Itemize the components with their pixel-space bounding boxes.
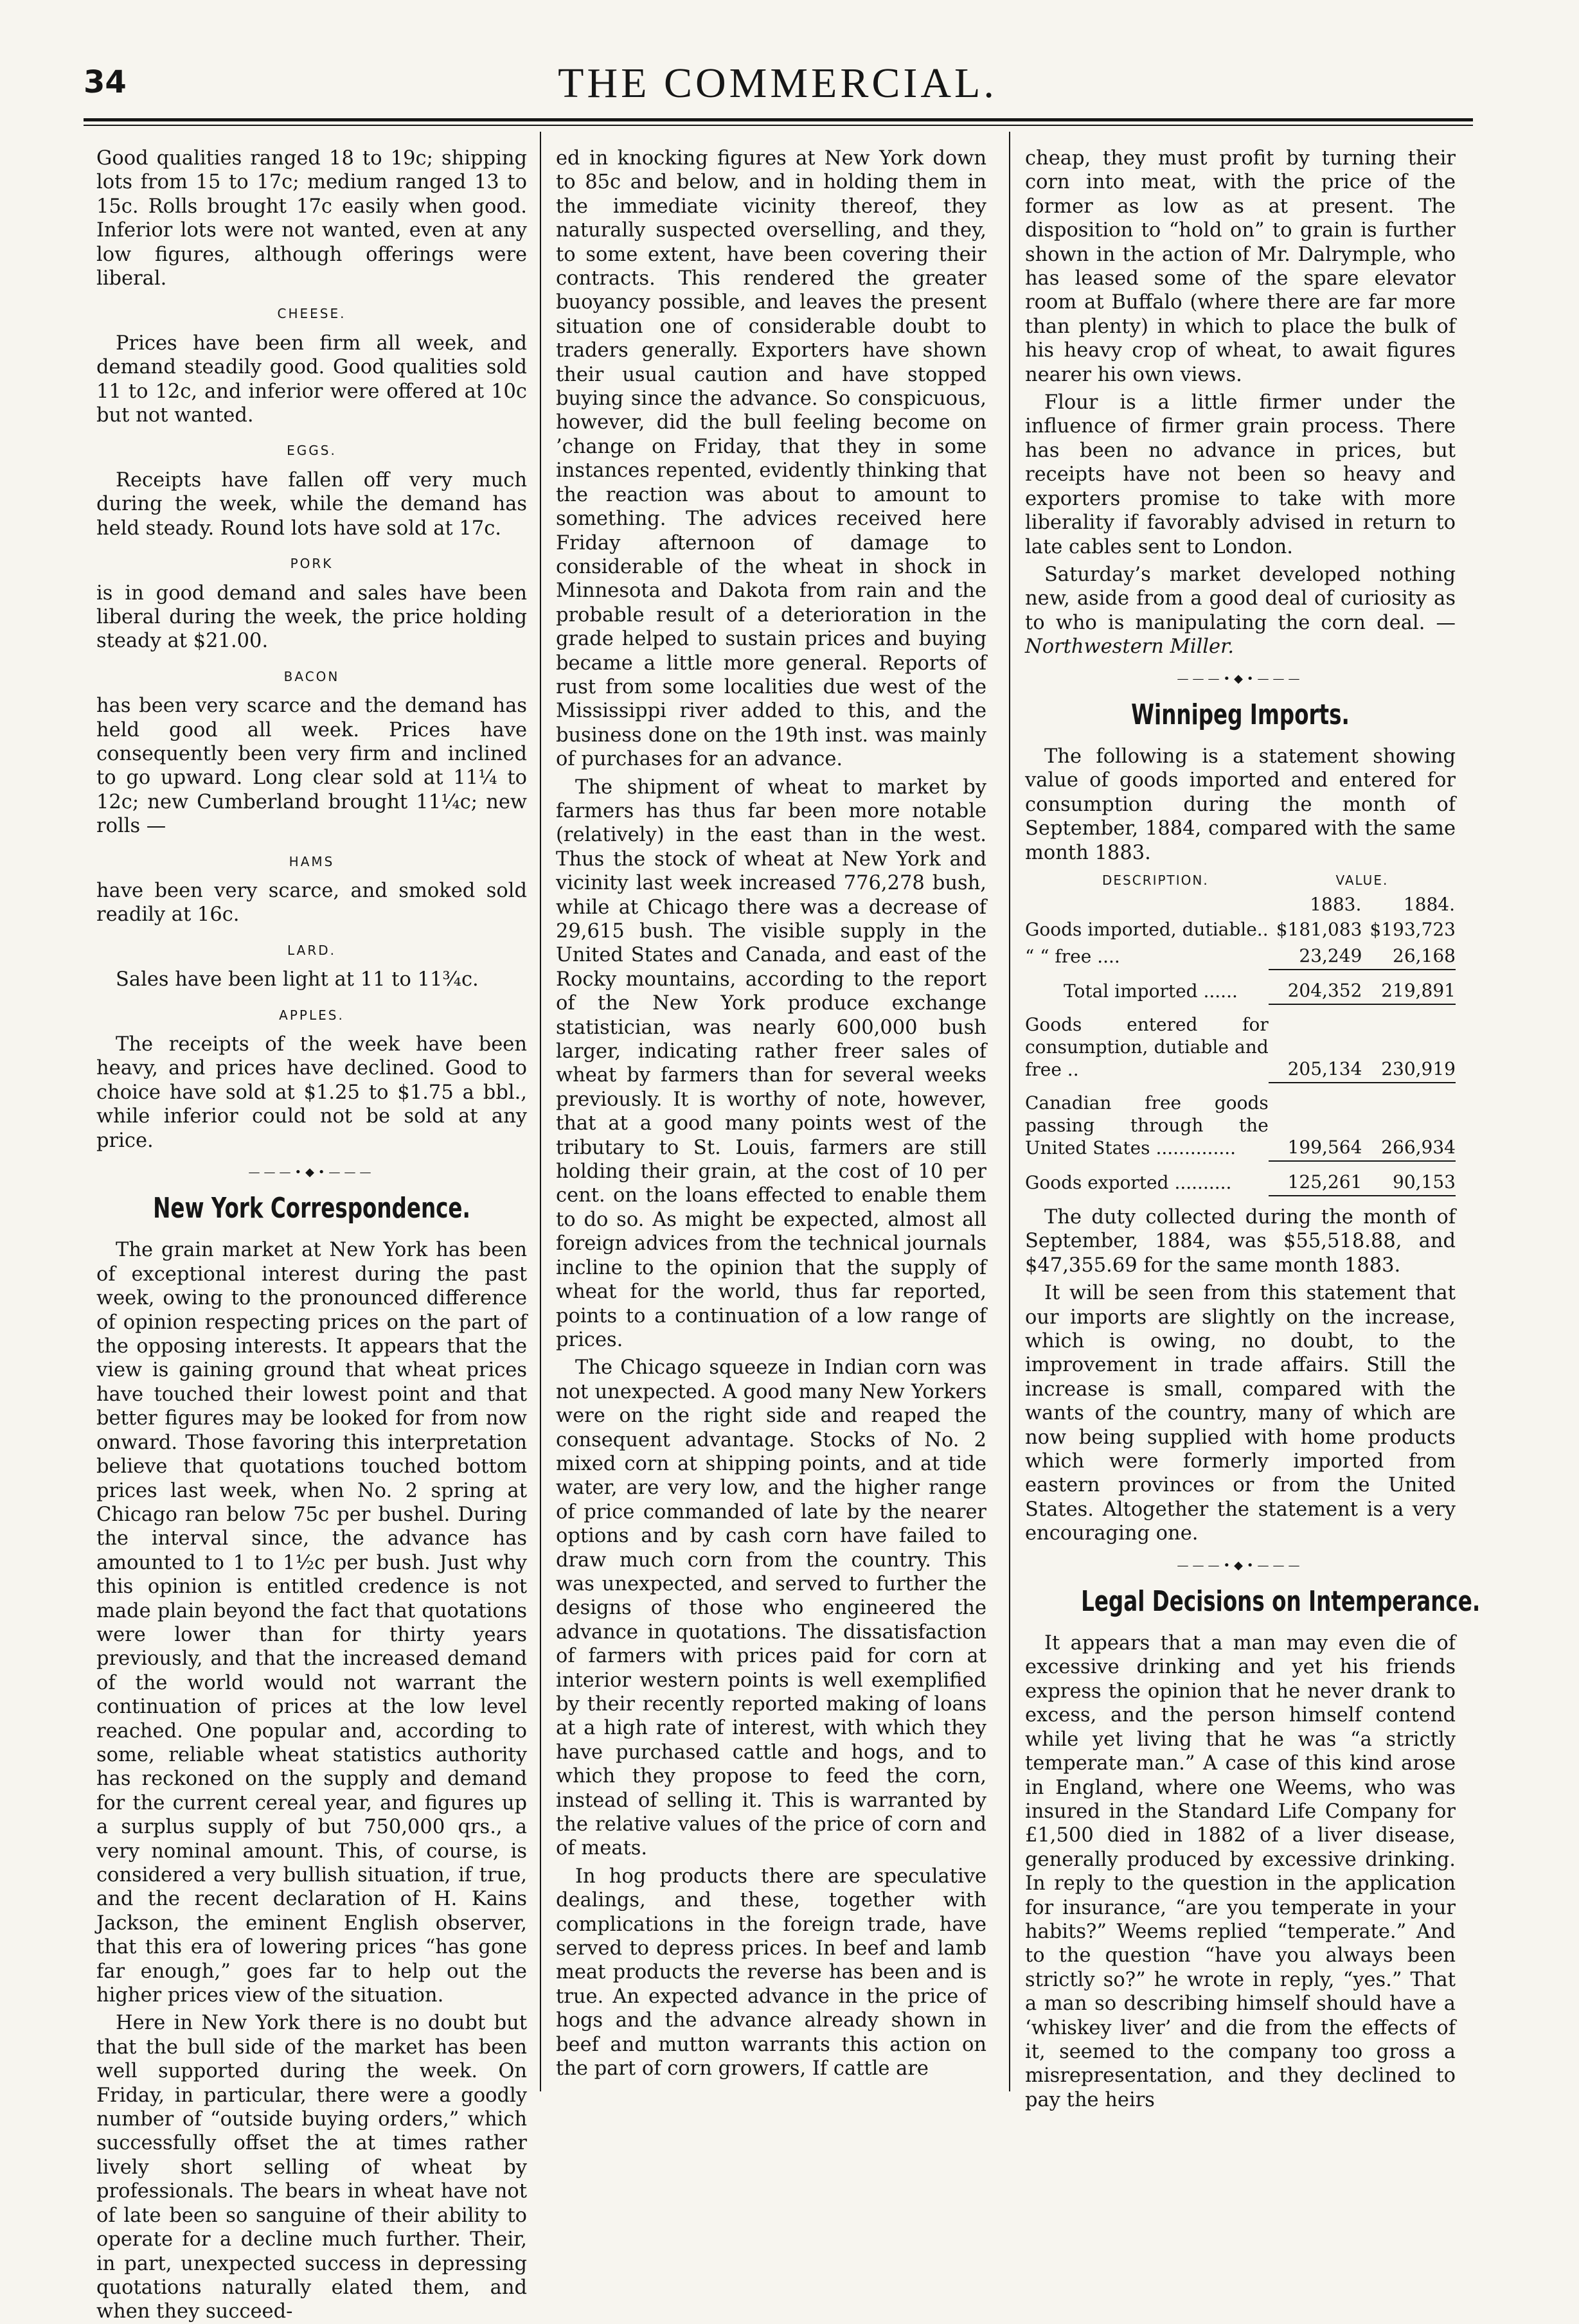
winnipeg-imports-title: Winnipeg Imports.: [1131, 698, 1350, 731]
section-divider: ———•◆•———: [1177, 671, 1304, 686]
column-1: [96, 146, 527, 2324]
value-1884: 219,891: [1362, 970, 1456, 1004]
row-label: Goods imported, dutiable..: [1025, 918, 1269, 940]
new-york-paragraph-2: Here in New York there is no doubt but that the bull side of the market has been well supported during the week. On Friday, in particular, there were a goodly number of “outside buying orders,” which successfully offset the at times rather lively short selling of wheat by professionals. The bears in wheat have not of late been so sanguine of their ability to operate for a decline much further. Their, in part, unexpected success in depressing quotations naturally elated them, and when they succeed-: [96, 2012, 527, 2323]
table-header-row: [1025, 869, 1456, 892]
lard-heading: LARD.: [287, 942, 336, 958]
header-1883: 1883.: [1310, 893, 1362, 915]
column-divider-2: [1009, 132, 1010, 2091]
eggs-heading: EGGS.: [287, 443, 337, 459]
page-number: 34: [84, 64, 127, 100]
new-york-paragraph-7: cheap, they must profit by turning their corn into meat, with the price of the former as low as at present. The disposition to “hold on” to grain is further shown in the action of Mr. Dalrymple, who has leased some of the spare elevator room at Buffalo (where there are far more than plenty) in which to place the bulk of his heavy crop of wheat, to await figures nearer his own views.: [1025, 147, 1456, 386]
table-row: [1025, 1083, 1456, 1161]
value-1884: 230,919: [1362, 1004, 1456, 1083]
imports-comment: It will be seen from this statement that our imports are slightly on the increase, which is owing, no doubt, to the improvement in trade affairs. Still the increase is small, compared with the wants of the country, many of which are now being supplied with home products which were formerly imported from eastern provinces or from the United States. Altogether the statement is a very encouraging one.: [1025, 1282, 1456, 1545]
header-rule-thick: [84, 118, 1473, 121]
value-1883: $181,083: [1276, 918, 1362, 940]
new-york-paragraph-3: ed in knocking figures at New York down to 85c and below, and in holding them in the immediate vicinity thereof, they naturally suspected overselling, and they, to some extent, have been covering their contracts. This rendered the greater buoyancy possible, and leaves the present situation one of considerable doubt to traders generally. Exporters have shown their usual caution and have stopped buying since the advance. So conspicuous, however, did the bull feeling become on ’change on Friday, that they in some instances repented, evidently thinking that the reaction was about to amount to something. The advices received here Friday afternoon of damage to considerable of the wheat in shock in Minnesota and Dakota from rain and the probable result of a deterioration in the grade helped to sustain prices and buying became a little more general. Reports of rust from some localities due west of the Mississippi river added to this, and the business done on the 19th inst. was mainly of purchases for an advance.: [556, 147, 986, 771]
duty-paragraph: The duty collected during the month of September, 1884, was $55,518.88, and $47,355.69 for the same month 1883.: [1025, 1205, 1456, 1277]
legal-decisions-paragraph: It appears that a man may even die of excessive drinking and yet his friends express the opinion that he never drank to excess, and the person himself contend while yet living that he was “a strictly temperate man.” A case of this kind arose in England, where one Weems, who was insured in the Standard Life Company for £1,500 died in 1882 of a liver disease, generally produced by excessive drinking. In reply to the question in the application for insurance, “are you temperate in your habits?” Weems replied “temperate.” And to the question “have you always been strictly so?” he wrote in reply, “yes.” That a man so describing himself should have a ‘whiskey liver’ and die from the effects of it, seemed to the company too gross a misrepresentation, and they declined to pay the heirs: [1025, 1632, 1456, 2111]
table-year-row: [1025, 892, 1456, 916]
pork-report: is in good demand and sales have been liberal during the week, the price holding steady at $21.00.: [96, 581, 527, 653]
apples-heading: APPLES.: [279, 1007, 344, 1023]
journal-title: THE COMMERCIAL.: [558, 60, 997, 107]
header-1884: 1884.: [1403, 893, 1455, 915]
hams-heading: HAMS: [289, 853, 335, 869]
table-row: [1025, 943, 1456, 970]
hams-report: have been very scarce, and smoked sold readily at 16c.: [96, 879, 527, 927]
new-york-paragraph-5: The Chicago squeeze in Indian corn was not unexpected. A good many New Yorkers were on the right side and reaped the consequent advantage. Stocks of No. 2 mixed corn at shipping points, and at tide water, are very low, and the higher range of price commanded of late by the nearer options and by cash corn have failed to draw much corn from the country. This was unexpected, and served to further the designs of those who engineered the advance in quotations. The dissatisfaction of farmers with prices paid for corn at interior western points is well exemplified by their recently reported making of loans at a high rate of interest, with which they have purchased cattle and hogs, and to which they propose to feed the corn, instead of selling it. This is warranted by the relative values of the price of corn and of meats.: [556, 1356, 986, 1860]
imports-intro: The following is a statement showing value of goods imported and entered for consumption during the month of September, 1884, compared with the same month 1883.: [1025, 745, 1456, 864]
value-1883: 199,564: [1269, 1083, 1362, 1161]
lard-report: Sales have been light at 11 to 11¾c.: [116, 968, 479, 991]
new-york-correspondence-title: New York Correspondence.: [153, 1192, 470, 1225]
header-value: VALUE.: [1335, 872, 1389, 888]
new-york-paragraph-6: In hog products there are speculative dealings, and these, together with complications in the foreign trade, have served to depress prices. In beef and lamb meat products the reverse has been and is true. An expected advance in the price of hogs and the advance already shown in beef and mutton warrants this action on the part of corn growers, If cattle are: [556, 1865, 986, 2080]
table-row: [1025, 916, 1456, 943]
value-1884: 266,934: [1362, 1083, 1456, 1161]
legal-decisions-title: Legal Decisions on Intemperance.: [1081, 1585, 1481, 1619]
eggs-report: Receipts have fallen off very much during the week, while the demand has held steady. Round lots have sold at 17c.: [96, 468, 527, 540]
apples-report: The receipts of the week have been heavy, and prices have declined. Good to choice have sold at $1.25 to $1.75 a bbl., while inferior could not be sold at any price.: [96, 1033, 527, 1152]
section-divider: ———•◆•———: [1177, 1558, 1304, 1572]
saturday-market-paragraph: [1025, 563, 1456, 659]
row-label: Total imported ......: [1064, 980, 1238, 1002]
imports-table: [1025, 869, 1456, 1196]
bacon-report: has been very scarce and the demand has held good all week. Prices have consequently been very firm and inclined to go upward. Long clear sold at 11¼ to 12c; new Cumberland brought 11¼c; new rolls —: [96, 695, 527, 838]
page-header: [84, 59, 1472, 111]
header-description: DESCRIPTION.: [1102, 872, 1209, 888]
value-1883: 125,261: [1269, 1161, 1362, 1196]
value-1883: 204,352: [1269, 970, 1362, 1004]
flour-paragraph: Flour is a little firmer under the influence of firmer grain process. There has been no advance in prices, but receipts have not been so heavy and exporters promise to take with more liberality if favorably advised in return to late cables sent to London.: [1025, 391, 1456, 558]
cheese-report: Prices have been firm all week, and demand steadily good. Good qualities sold 11 to 12c, and inferior were offered at 10c but not wanted.: [96, 332, 527, 427]
value-1883: 205,134: [1269, 1004, 1362, 1083]
table-row: [1025, 1004, 1456, 1083]
new-york-paragraph-1: The grain market at New York has been of exceptional interest during the past week, owing to the pronounced difference of opinion respecting prices on the part of the opposing interests. It appears that the view is gaining ground that wheat prices have touched their lowest point and that better figures may be looked for from now onward. Those favoring this interpretation believe that quotations touched bottom prices last week, when No. 2 spring at Chicago ran below 75c per bushel. During the interval since, the advance has amounted to 1 to 1½c per bush. Just why this opinion is entitled credence is not made plain beyond the fact that quotations were lower than for thirty years previously, and that the increased demand of the world would not warrant the continuation of prices at the low level reached. One popular and, according to some, reliable wheat statistics authority has reckoned on the supply and demand for the current cereal year, and figures up a surplus supply of but 750,000 qrs., a very nominal amount. This, of course, is considered a very bullish situation, if true, and the recent declaration of H. Kains Jackson, the eminent English observer, that this era of lowering prices “has gone far enough,” goes far to help out the higher prices view of the situation.: [96, 1239, 527, 2007]
pork-heading: PORK: [290, 556, 334, 572]
value-1884: 90,153: [1362, 1161, 1456, 1196]
row-label: Goods exported ..........: [1025, 1171, 1232, 1193]
column-divider-1: [540, 132, 541, 2091]
value-1884: $193,723: [1369, 918, 1456, 940]
new-york-paragraph-4: The shipment of wheat to market by farmers has thus far been more notable (relatively) in the east than in the west. Thus the stock of wheat at New York and vicinity last week increased 776,278 bush, while at Chicago there was a decrease of 29,615 bush. The visible supply in the United States and Canada, and east of the Rocky mountains, according to the report of the New York produce exchange statistician, was nearly 600,000 bush larger, indicating rather freer sales of wheat by farmers than for several weeks previously. It is worthy of note, however, that at a good many points west of the tributary to St. Louis, farmers are still holding their grain, at the cost of 10 per cent. on the loans effected to enable them to do so. As might be expected, almost all foreign advices from the technical journals incline to the opinion that the supply of wheat for the world, thus far reported, points to a continuation of a low range of prices.: [556, 776, 986, 1351]
row-label: Goods entered for consumption, dutiable and free ..: [1025, 1013, 1269, 1080]
section-divider: ———•◆•———: [248, 1166, 375, 1180]
value-1884: 26,168: [1362, 943, 1456, 970]
table-row: [1025, 970, 1456, 1004]
value-1883: 23,249: [1269, 943, 1362, 970]
bacon-heading: BACON: [283, 668, 340, 684]
row-label: “ “ free ....: [1025, 945, 1120, 967]
column-3: [1025, 146, 1481, 2112]
column-2: [556, 146, 986, 2081]
source-attribution: Northwestern Miller.: [1025, 635, 1235, 659]
header-rule-thin: [84, 125, 1473, 126]
row-label: Canadian free goods passing through the United States ..............: [1025, 1092, 1269, 1158]
table-row: [1025, 1161, 1456, 1196]
header-blank: [1025, 892, 1269, 916]
saturday-market-text: Saturday’s market developed nothing new, aside from a good deal of curiosity as to who is manipulating the corn deal. —: [1025, 563, 1456, 634]
butter-prices: Good qualities ranged 18 to 19c; shipping lots from 15 to 17c; medium ranged 13 to 15c. Rolls brought 17c easily when good. Inferior lots were not wanted, even at any low figures, although offerings were liberal.: [96, 147, 527, 290]
cheese-heading: CHEESE.: [277, 306, 346, 322]
